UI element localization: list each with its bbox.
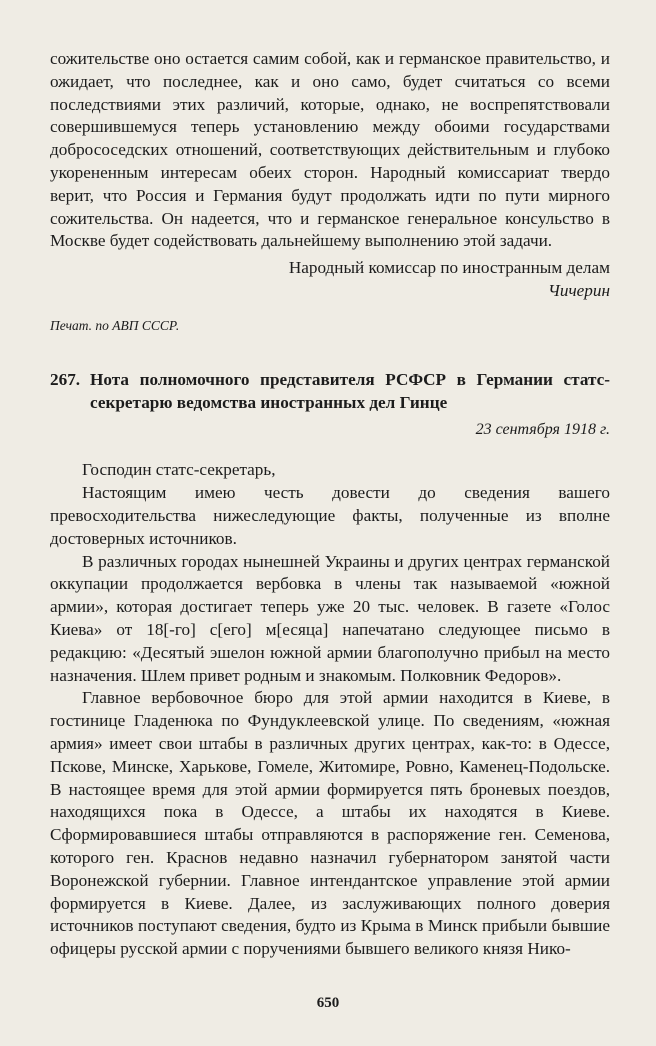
salutation: Господин статс-секретарь,	[82, 460, 276, 480]
continuation-paragraph: сожительстве оно остается самим собой, как и германское правительство, и ожидает, что последнее, как и оно само, будет считаться со всеми последствиями этих различий, которые, однако, не воспрепятствовали совершившемуся теперь установлению между обоими государствами добрососедских отношений, соответствующих действительным и глубоко укорененным интересам обеих сторон. Народный комиссариат твердо верит, что Россия и Германия будут продолжать идти по пути мирного сожительства. Он надеется, что и германское генеральное консульство в Москве будет содействовать дальнейшему выполнению этой задачи.	[50, 49, 610, 251]
document-date: 23 сентября 1918 г.	[475, 421, 610, 439]
body-paragraph: Главное вербовочное бюро для этой армии находится в Киеве, в гостинице Гладенюка по Фундуклеевской улице. По сведениям, «южная армия» имеет свои штабы в различных других центрах, как-то: в Одессе, Пскове, Минске, Харькове, Гомеле, Житомире, Ровно, Каменец-Подольске. В настоящее время для этой армии формируется пять броневых поездов, находящихся пока в Одессе, а штабы их находятся в Киеве. Сформировавшиеся штабы отправляются в распоряжение ген. Семенова, которого ген. Краснов недавно назначил губернатором занятой части Воронежской губернии. Главное интендантское управление этой армии формируется в Киеве. Далее, из заслуживающих полного доверия источников поступают сведения, будто из Крыма в Минск прибыли бывшие офицеры русской армии с поручениями бывшего великого князя Нико-	[50, 688, 610, 959]
signature-position: Народный комиссар по иностранным делам	[288, 258, 610, 278]
document-heading	[50, 369, 610, 415]
document-title: Нота полномочного представителя РСФСР в Германии статс-секретарю ведомства иностранных дел Гинце	[90, 369, 610, 412]
body-paragraph: Настоящим имею честь довести до сведения вашего превосходительства нижеследующие факты, полученные из вполне достоверных источников.	[50, 483, 610, 548]
document-number: 267.	[50, 369, 81, 389]
source-note: Печат. по АВП СССР.	[50, 317, 180, 333]
document-page	[50, 48, 610, 961]
signature-name: Чичерин	[548, 280, 610, 300]
body-paragraph: В различных городах нынешней Украины и других центрах германской оккупации продолжается вербовка в члены так называемой «южной армии», которая достигает теперь уже 20 тыс. человек. В газете «Голос Киева» от 18[-го] с[его] м[есяца] напечатано следующее письмо в редакцию: «Десятый эшелон южной армии благополучно прибыл на место назначения. Шлем привет родным и знакомым. Полковник Федоров».	[50, 551, 610, 685]
page-number: 650	[316, 995, 340, 1011]
